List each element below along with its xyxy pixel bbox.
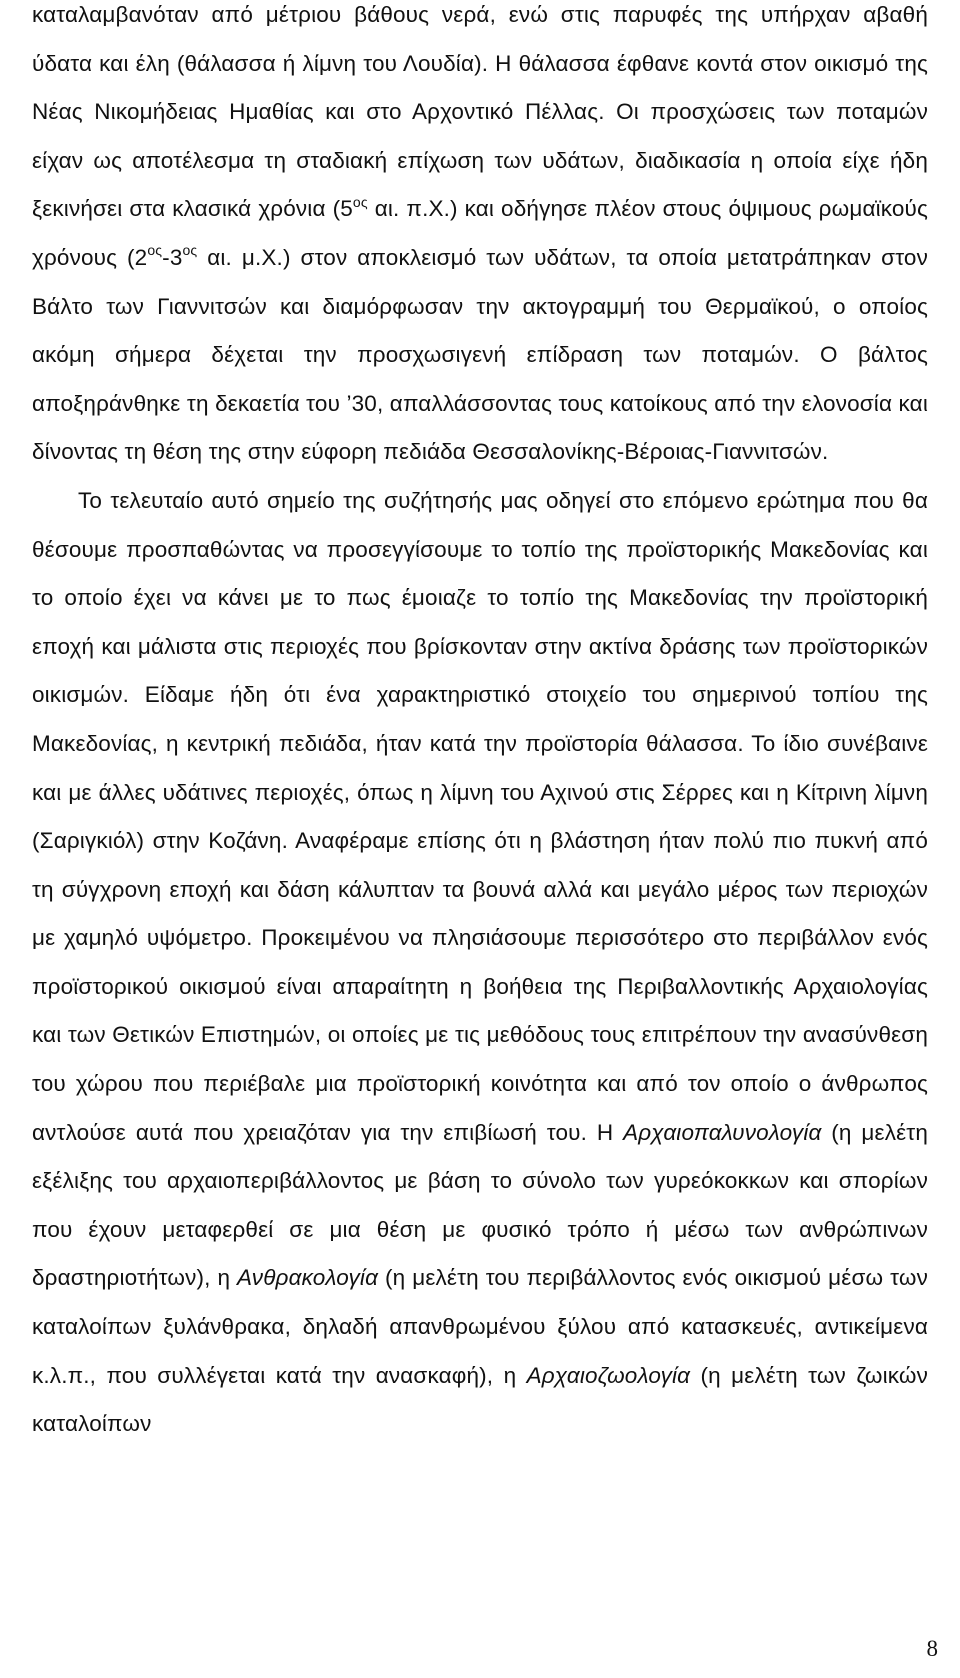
term-archaeozoology: Αρχαιοζωολογία (526, 1362, 691, 1388)
paragraph-2-text-b: (η μελέτη εξέλιξης του αρχαιοπεριβάλλοντος με βάση το σύνολο των γυρεόκοκκων και σπορίων που έχουν μεταφερθεί σε μια θέση με φυσικό τρόπο ή μέσω των ανθρώπινων δραστηριοτήτων), η (32, 1119, 929, 1291)
ordinal-suffix-5th: ος (352, 193, 368, 210)
term-anthracology: Ανθρακολογία (237, 1265, 379, 1291)
paragraph-1-text-d: αι. μ.Χ.) στον αποκλεισμό των υδάτων, τα οποία μετατράπηκαν στον Βάλτο των Γιαννιτσών και διαμόρφωσαν την ακτογραμμή του Θερμαϊκού, ο οποίος ακόμη σήμερα δέχεται την προσχωσιγενή επίδραση των ποταμών. Ο βάλτος αποξηράνθηκε τη δεκαετία του ’30, απαλλάσσοντας τους κατοίκους από την ελονοσία και δίνοντας τη θέση της στην εύφορη πεδιάδα Θεσσαλονίκης-Βέροιας-Γιαννιτσών. (32, 244, 928, 465)
page-number: 8 (926, 1636, 938, 1661)
body-paragraph-2 (32, 477, 928, 1449)
paragraph-1-text-b: αι. π.Χ.) και οδήγησε πλέον στους όψιμους ρωμαϊκούς χρόνους (2 (32, 196, 928, 270)
paragraph-2-text-c: (η μελέτη του περιβάλλοντος ενός οικισμού μέσω των καταλοίπων ξυλάνθρακα, δηλαδή απανθρωμένου ξύλου από κατασκευές, αντικείμενα κ.λ.π., που συλλέγεται κατά την ανασκαφή), η (32, 1265, 928, 1388)
paragraph-2-text-a: Το τελευταίο αυτό σημείο της συζήτησής μας οδηγεί στο επόμενο ερώτημα που θα θέσουμε προσπαθώντας να προσεγγίσουμε το τοπίο της προϊστορικής Μακεδονίας και το οποίο έχει να κάνει με το πως έμοιαζε το τοπίο της Μακεδονίας την προϊστορική εποχή και μάλιστα στις περιοχές που βρίσκονταν στην ακτίνα δράσης των προϊστορικών οικισμών. Είδαμε ήδη ότι ένα χαρακτηριστικό στοιχείο του σημερινού τοπίου της Μακεδονίας, η κεντρική πεδιάδα, ήταν κατά την προϊστορία θάλασσα. Το ίδιο συνέβαινε και με άλλες υδάτινες περιοχές, όπως η λίμνη του Αχινού στις Σέρρες και η Κίτρινη λίμνη (Σαριγκιόλ) στην Κοζάνη. Αναφέραμε επίσης ότι η βλάστηση ήταν πολύ πιο πυκνή από τη σύγχρονη εποχή και δάση κάλυπταν τα βουνά αλλά και μεγάλο μέρος των περιοχών με χαμηλό υψόμετρο. Προκειμένου να πλησιάσουμε περισσότερο στο περιβάλλον ενός προϊστορικού οικισμού είναι απαραίτητη η βοήθεια της Περιβαλλοντικής Αρχαιολογίας και των Θετικών Επιστημών, οι οποίες με τις μεθόδους τους επιτρέπουν την ανασύνθεση του χώρου που περιέβαλε μια προϊστορική κοινότητα και από τον οποίο ο άνθρωπος αντλούσε αυτά που χρειαζόταν για την επιβίωσή του. Η (32, 487, 928, 1145)
ordinal-suffix-2nd: ος (147, 242, 163, 259)
document-page (32, 0, 928, 1449)
paragraph-1-text-a: καταλαμβανόταν από μέτριου βάθους νερά, ενώ στις παρυφές της υπήρχαν αβαθή ύδατα και έλη (θάλασσα ή λίμνη του Λουδία). Η θάλασσα έφθανε κοντά στον οικισμό της Νέας Νικομήδειας Ημαθίας και στο Αρχοντικό Πέλλας. Οι προσχώσεις των ποταμών είχαν ως αποτέλεσμα τη σταδιακή επίχωση των υδάτων, διαδικασία η οποία είχε ήδη ξεκινήσει στα κλασικά χρόνια (5 (32, 2, 928, 222)
ordinal-suffix-3rd: ος (182, 242, 198, 259)
term-archaeopalynology: Αρχαιοπαλυνολογία (623, 1119, 822, 1145)
paragraph-1-text-c: -3 (162, 244, 183, 270)
paragraph-2-text-d: (η μελέτη των ζωικών καταλοίπων (32, 1362, 928, 1437)
body-paragraph-1 (32, 0, 928, 477)
